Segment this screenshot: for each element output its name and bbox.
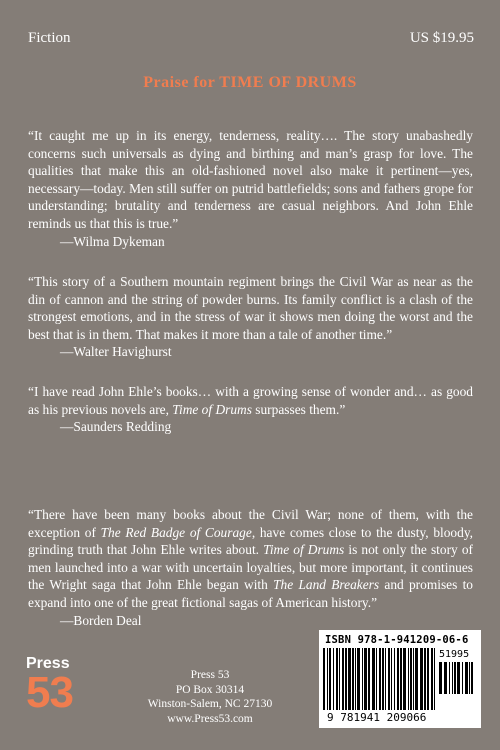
price-barcode-bars-icon xyxy=(439,662,479,726)
publisher-name: Press 53 xyxy=(190,669,230,681)
quote-havighurst xyxy=(28,273,473,361)
book-title-italic: The Red Badge of Courage xyxy=(100,524,252,540)
publisher-address xyxy=(140,668,280,726)
quote-text-part: surpasses them.” xyxy=(251,401,346,417)
quote-text-part: “I have read John Ehle’s books… with a growing sense of wonder and… as good as his previous novels are, xyxy=(28,384,473,417)
logo-number: 53 xyxy=(26,668,73,717)
book-title-italic: Time of Drums xyxy=(172,401,252,417)
quote-dykeman xyxy=(28,127,473,250)
quote-text-part: , have comes close to the dusty, bloody, grinding truth that John Ehle writes about. xyxy=(28,524,473,558)
quote-attribution: —Saunders Redding xyxy=(60,419,172,435)
isbn-label: ISBN 978-1-941209-06-6 xyxy=(325,634,469,646)
quote-text xyxy=(28,383,473,418)
quote-text xyxy=(28,506,473,612)
barcode-bars-icon xyxy=(323,648,439,712)
book-title-italic: The Land Breakers xyxy=(273,577,380,593)
quote-redding xyxy=(28,383,473,436)
price-code: 51995 xyxy=(439,649,470,660)
book-title-italic: Time of Drums xyxy=(263,542,345,558)
praise-heading: Praise for TIME OF DRUMS xyxy=(143,74,357,91)
publisher-website: www.Press53.com xyxy=(167,712,253,725)
quote-deal xyxy=(28,506,473,629)
address-line-2: Winston-Salem, NC 27130 xyxy=(147,698,273,710)
quote-text-part: is not only the story of men launched into a war with uncertain loyalties, but more important, it continues the Wright saga that John Ehle began with xyxy=(28,542,473,593)
quote-text: “This story of a Southern mountain regiment brings the Civil War as near as the din of cannon and the string of powder burns. Its family conflict is a clash of the strongest emotions, and in the stress of war it shows men doing the worst and the best that is in them. That makes it more than a tale of another time.” xyxy=(28,274,473,342)
isbn-barcode xyxy=(319,630,481,728)
barcode-digits: 9 781941 209066 xyxy=(327,711,427,724)
quote-attribution: —Walter Havighurst xyxy=(60,344,172,360)
quote-attribution: —Borden Deal xyxy=(60,612,142,628)
quote-text-part: and promises to expand into one of the great fictional sagas of American history.” xyxy=(28,577,474,610)
quote-text-part: “There have been many books about the Civil War; none of them, with the exception of xyxy=(28,507,473,540)
category-label: Fiction xyxy=(28,30,71,46)
quote-attribution: —Wilma Dykeman xyxy=(60,233,165,249)
logo-word: Press xyxy=(26,655,70,672)
publisher-logo xyxy=(26,655,73,717)
quote-text: “It caught me up in its energy, tenderness, reality…. The story unabashedly concerns such universals as dying and birthing and man’s grasp for love. The qualities that make this an old-fashioned novel also make it pertinent—yes, necessary—today. Men still suffer on putrid battlefields; sons and fathers grope for understanding; brutality and tenderness are casual neighbors. And John Ehle reminds us that this is true.” xyxy=(28,128,473,231)
price-label: US $19.95 xyxy=(409,30,474,46)
address-line-1: PO Box 30314 xyxy=(175,683,245,696)
